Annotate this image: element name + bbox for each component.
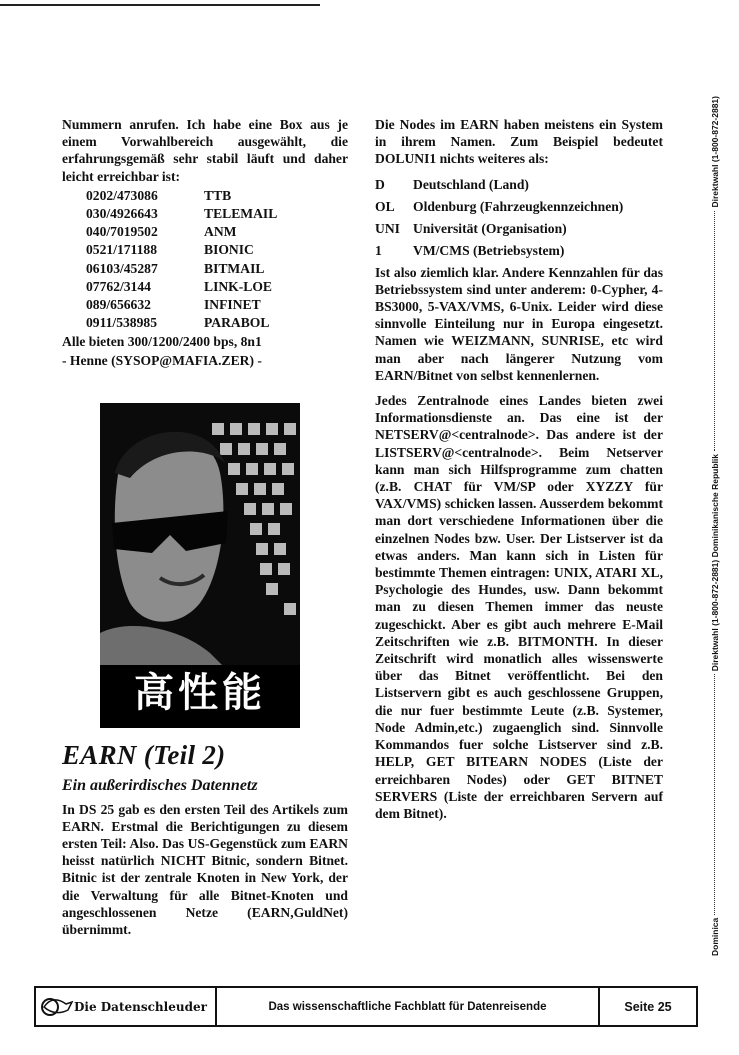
speeds-line: Alle bieten 300/1200/2400 bps, 8n1 [62, 334, 262, 350]
article-body: In DS 25 gab es den ersten Teil des Artikels zum EARN. Erstmal die Berichtigungen zu diesem ersten Teil: Also. Das US-Gegenstück zum EARN heisst natürlich NICHT Bitnic, sondern Bitnet. Bitnic ist der zentrale Knoten in New York, der die Verwaltung für alle Bitnet-Knoten und angeschlossenen Netze (EARN,GuldNet) übernimmt. [62, 801, 348, 938]
sidebar-right-label: Direktwahl (1-800-872-2881) [710, 96, 720, 208]
sidebar-dots [714, 674, 715, 914]
nodes-intro: Die Nodes im EARN haben meistens ein System in ihrem Namen. Zum Beispiel bedeutet DOLUNI1 nichts weiteres als: [375, 117, 663, 167]
node-code-row: UNI Universität (Organisation) [375, 220, 567, 236]
phone-row: 030/4926643 TELEMAIL [86, 206, 278, 222]
phone-row: 0202/473086 TTB [86, 187, 232, 203]
phone-row: 07762/3144 LINK-LOE [86, 278, 272, 294]
brand-name: Die Datenschleuder [74, 999, 207, 1014]
os-codes-paragraph: Ist also ziemlich klar. Andere Kennzahlen für das Betriebssystem sind unter anderem: 0-Cypher, 4-BS3000, 5-VAX/VMS, 6-Unix. Leider wird diese sinnvolle Einteilung nur in Europa eingesetzt. Namen wie WEIZMANN, SUNRISE, etc wird man aber nach längerer Nutzung vom EARN/Bitnet von selbst kennenlernen. [375, 264, 663, 383]
logo-icon [40, 996, 74, 1018]
footer-brand [36, 988, 217, 1025]
vertical-sidebar [710, 96, 720, 956]
author-signature: - Henne (SYSOP@MAFIA.ZER) - [62, 352, 262, 368]
sidebar-middle-label: Direktwahl (1-800-872-2881) Dominikanische Republik [710, 453, 720, 672]
footer-tagline: Das wissenschaftliche Fachblatt für Datenreisende [217, 988, 600, 1025]
node-code-row: 1 VM/CMS (Betriebsystem) [375, 242, 565, 258]
article-title: EARN (Teil 2) [62, 739, 226, 770]
right-column [375, 116, 663, 830]
sidebar-dots [714, 211, 715, 451]
page-number: Seite 25 [624, 999, 672, 1014]
portrait-photo [100, 403, 300, 728]
left-column [62, 116, 348, 946]
node-code-row: OL Oldenburg (Fahrzeugkennzeichnen) [375, 198, 624, 214]
node-code-row: D Deutschland (Land) [375, 176, 529, 192]
phone-row: 0521/171188 BIONIC [86, 242, 254, 258]
phone-row: 0911/538985 PARABOL [86, 315, 270, 331]
top-rule [0, 4, 320, 6]
intro-paragraph: Nummern anrufen. Ich habe eine Box aus je einem Vorwahlbereich ausgewählt, die erfahrungsgemäß sehr stabil läuft und daher leicht erreichbar ist: [62, 117, 348, 184]
photo-caption: 高性能 [134, 669, 266, 716]
sidebar-left-label: Dominica [710, 917, 720, 956]
servers-paragraph: Jedes Zentralnode eines Landes bieten zwei Informationsdienste an. Das eine ist der NETSERV@<centralnode>. Das andere ist der LISTSERV@<centralnode>. Beim Netserver kann man sich Hilfsprogramme zum chatten (z.B. CHAT für VM/SP oder XYZZY für VAX/VMS) schicken lassen. Ausserdem bekommt man dort verschiedene Informationen über die einzelnen Nodes bzw. User. Der Listserver ist da etwas anders. Man kann sich in Listen für bestimmte Themen eintragen: UNIX, ATARI XL, Psychologie des Hundes, usw. Dann bekommt man zu diesen Themen immer das neuste zugeschickt. Aber es gibt auch mehrere E-Mail Zeitschriften wie z.B. BITMONTH. In dieser Zeitschrift wird monatlich alles wissenswerte über das Bitnet veröffentlicht. Bei den Listservern gibt es auch geschlossene Gruppen, die nur fuer bestimmte Leute (z.B. Systemer, Node Admin,etc.) zugaenglich sind. Sinnvolle Kommandos fuer solche Listserver sind z.B. HELP, GET BITEARN NODES (Liste der erreichbaren Nodes) oder GET BITNET SERVERS (Liste der erreichbaren Servern auf dem Bitnet). [375, 393, 663, 821]
phone-row: 089/656632 INFINET [86, 297, 261, 313]
phone-row: 06103/45287 BITMAIL [86, 260, 265, 276]
phone-row: 040/7019502 ANM [86, 224, 237, 240]
phone-list [86, 187, 348, 333]
article-subtitle: Ein außerirdisches Datennetz [62, 776, 258, 794]
footer-bar [34, 986, 698, 1027]
